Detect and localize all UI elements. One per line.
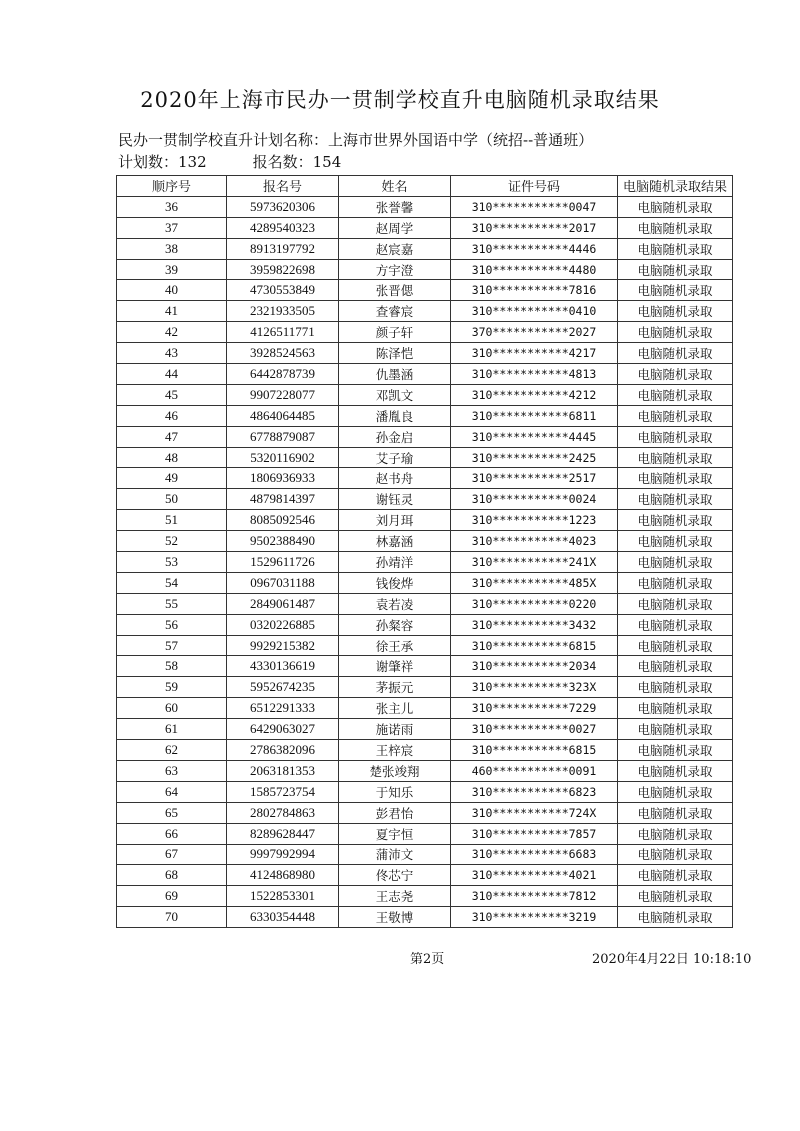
cell-name: 张主儿	[339, 698, 451, 719]
cell-name: 彭君怡	[339, 802, 451, 823]
cell-name: 楚张竣翔	[339, 760, 451, 781]
cell-reg-no: 9997992994	[227, 844, 339, 865]
cell-reg-no: 1585723754	[227, 781, 339, 802]
table-row	[117, 593, 733, 614]
results-table	[116, 175, 733, 928]
cell-name: 孙粲容	[339, 614, 451, 635]
cell-id-no: 310***********323X	[451, 677, 618, 698]
cell-reg-no: 2063181353	[227, 760, 339, 781]
cell-id-no: 310***********6815	[451, 635, 618, 656]
table-row	[117, 572, 733, 593]
counts-line	[118, 151, 341, 172]
cell-reg-no: 4289540323	[227, 217, 339, 238]
table-row	[117, 614, 733, 635]
cell-name: 赵书舟	[339, 468, 451, 489]
cell-id-no: 310***********7816	[451, 280, 618, 301]
cell-reg-no: 0967031188	[227, 572, 339, 593]
page-number: 第2页	[410, 952, 445, 967]
cell-name: 张晋偲	[339, 280, 451, 301]
table-row	[117, 196, 733, 217]
cell-id-no: 310***********4446	[451, 238, 618, 259]
cell-name: 王梓宸	[339, 740, 451, 761]
cell-reg-no: 8289628447	[227, 823, 339, 844]
cell-seq: 65	[117, 802, 227, 823]
page-title: 2020年上海市民办一贯制学校直升电脑随机录取结果	[140, 88, 660, 112]
cell-seq: 60	[117, 698, 227, 719]
cell-reg-no: 4864064485	[227, 405, 339, 426]
cell-reg-no: 5320116902	[227, 447, 339, 468]
cell-id-no: 460***********0091	[451, 760, 618, 781]
cell-id-no: 310***********3219	[451, 907, 618, 928]
cell-result: 电脑随机录取	[618, 259, 733, 280]
cell-name: 艾子瑜	[339, 447, 451, 468]
cell-reg-no: 5952674235	[227, 677, 339, 698]
cell-id-no: 310***********4445	[451, 426, 618, 447]
cell-result: 电脑随机录取	[618, 635, 733, 656]
cell-id-no: 310***********7857	[451, 823, 618, 844]
cell-seq: 45	[117, 384, 227, 405]
table-row	[117, 719, 733, 740]
cell-result: 电脑随机录取	[618, 656, 733, 677]
cell-name: 孙靖洋	[339, 552, 451, 573]
table-row	[117, 760, 733, 781]
cell-seq: 42	[117, 322, 227, 343]
table-row	[117, 823, 733, 844]
cell-result: 电脑随机录取	[618, 823, 733, 844]
cell-name: 颜子轩	[339, 322, 451, 343]
cell-reg-no: 2849061487	[227, 593, 339, 614]
cell-result: 电脑随机录取	[618, 510, 733, 531]
cell-reg-no: 6442878739	[227, 364, 339, 385]
cell-reg-no: 9929215382	[227, 635, 339, 656]
cell-seq: 66	[117, 823, 227, 844]
cell-result: 电脑随机录取	[618, 384, 733, 405]
cell-name: 仇墨涵	[339, 364, 451, 385]
cell-result: 电脑随机录取	[618, 322, 733, 343]
cell-name: 钱俊烨	[339, 572, 451, 593]
cell-result: 电脑随机录取	[618, 426, 733, 447]
table-row	[117, 677, 733, 698]
cell-id-no: 310***********1223	[451, 510, 618, 531]
cell-seq: 57	[117, 635, 227, 656]
table-row	[117, 322, 733, 343]
cell-result: 电脑随机录取	[618, 405, 733, 426]
cell-name: 陈泽恺	[339, 343, 451, 364]
table-row	[117, 384, 733, 405]
cell-reg-no: 9907228077	[227, 384, 339, 405]
table-row	[117, 698, 733, 719]
plan-name: 民办一贯制学校直升计划名称：上海市世界外国语中学（统招--普通班）	[118, 131, 594, 149]
cell-seq: 40	[117, 280, 227, 301]
table-row	[117, 907, 733, 928]
cell-name: 施诺雨	[339, 719, 451, 740]
cell-name: 查睿宸	[339, 301, 451, 322]
table-row	[117, 343, 733, 364]
cell-result: 电脑随机录取	[618, 217, 733, 238]
cell-name: 王志尧	[339, 886, 451, 907]
cell-name: 夏宇恒	[339, 823, 451, 844]
cell-id-no: 310***********0220	[451, 593, 618, 614]
cell-reg-no: 1529611726	[227, 552, 339, 573]
cell-name: 刘月珥	[339, 510, 451, 531]
cell-seq: 62	[117, 740, 227, 761]
cell-result: 电脑随机录取	[618, 489, 733, 510]
cell-reg-no: 9502388490	[227, 531, 339, 552]
cell-name: 赵周学	[339, 217, 451, 238]
cell-name: 于知乐	[339, 781, 451, 802]
cell-result: 电脑随机录取	[618, 343, 733, 364]
table-row	[117, 238, 733, 259]
cell-reg-no: 2802784863	[227, 802, 339, 823]
cell-name: 徐王承	[339, 635, 451, 656]
cell-id-no: 310***********0027	[451, 719, 618, 740]
cell-seq: 51	[117, 510, 227, 531]
cell-id-no: 310***********2017	[451, 217, 618, 238]
cell-seq: 49	[117, 468, 227, 489]
cell-seq: 63	[117, 760, 227, 781]
cell-id-no: 310***********6683	[451, 844, 618, 865]
cell-reg-no: 1806936933	[227, 468, 339, 489]
cell-name: 赵宸嘉	[339, 238, 451, 259]
cell-name: 茅振元	[339, 677, 451, 698]
cell-id-no: 310***********0024	[451, 489, 618, 510]
cell-name: 方宇澄	[339, 259, 451, 280]
cell-reg-no: 1522853301	[227, 886, 339, 907]
cell-reg-no: 6512291333	[227, 698, 339, 719]
cell-seq: 37	[117, 217, 227, 238]
plan-count: 计划数：132	[118, 153, 207, 171]
cell-reg-no: 8085092546	[227, 510, 339, 531]
cell-result: 电脑随机录取	[618, 552, 733, 573]
table-row	[117, 280, 733, 301]
cell-id-no: 310***********241X	[451, 552, 618, 573]
cell-result: 电脑随机录取	[618, 760, 733, 781]
table-row	[117, 301, 733, 322]
cell-reg-no: 2786382096	[227, 740, 339, 761]
header-name: 姓名	[339, 176, 451, 197]
cell-seq: 44	[117, 364, 227, 385]
table-row	[117, 635, 733, 656]
cell-result: 电脑随机录取	[618, 907, 733, 928]
cell-seq: 70	[117, 907, 227, 928]
cell-seq: 47	[117, 426, 227, 447]
cell-result: 电脑随机录取	[618, 740, 733, 761]
cell-result: 电脑随机录取	[618, 238, 733, 259]
header-id-no: 证件号码	[451, 176, 618, 197]
cell-reg-no: 6778879087	[227, 426, 339, 447]
cell-result: 电脑随机录取	[618, 196, 733, 217]
cell-result: 电脑随机录取	[618, 593, 733, 614]
cell-name: 佟芯宁	[339, 865, 451, 886]
cell-result: 电脑随机录取	[618, 468, 733, 489]
cell-result: 电脑随机录取	[618, 447, 733, 468]
table-row	[117, 802, 733, 823]
cell-reg-no: 5973620306	[227, 196, 339, 217]
table-row	[117, 531, 733, 552]
header-seq: 顺序号	[117, 176, 227, 197]
table-row	[117, 217, 733, 238]
table-row	[117, 844, 733, 865]
cell-reg-no: 3928524563	[227, 343, 339, 364]
cell-id-no: 310***********6811	[451, 405, 618, 426]
cell-name: 孙金启	[339, 426, 451, 447]
cell-id-no: 310***********2034	[451, 656, 618, 677]
cell-reg-no: 4126511771	[227, 322, 339, 343]
cell-seq: 39	[117, 259, 227, 280]
cell-result: 电脑随机录取	[618, 698, 733, 719]
cell-seq: 54	[117, 572, 227, 593]
table-row	[117, 447, 733, 468]
table-row	[117, 740, 733, 761]
cell-name: 潘胤良	[339, 405, 451, 426]
cell-result: 电脑随机录取	[618, 301, 733, 322]
cell-reg-no: 4330136619	[227, 656, 339, 677]
table-row	[117, 405, 733, 426]
cell-id-no: 370***********2027	[451, 322, 618, 343]
table-header-row	[117, 176, 733, 197]
cell-seq: 53	[117, 552, 227, 573]
cell-id-no: 310***********4021	[451, 865, 618, 886]
cell-name: 谢肇祥	[339, 656, 451, 677]
table-row	[117, 364, 733, 385]
cell-reg-no: 8913197792	[227, 238, 339, 259]
cell-result: 电脑随机录取	[618, 364, 733, 385]
cell-id-no: 310***********4212	[451, 384, 618, 405]
cell-seq: 67	[117, 844, 227, 865]
cell-id-no: 310***********4480	[451, 259, 618, 280]
cell-name: 邓凯文	[339, 384, 451, 405]
cell-id-no: 310***********2425	[451, 447, 618, 468]
cell-seq: 46	[117, 405, 227, 426]
cell-reg-no: 4730553849	[227, 280, 339, 301]
cell-result: 电脑随机录取	[618, 677, 733, 698]
cell-id-no: 310***********0047	[451, 196, 618, 217]
cell-seq: 43	[117, 343, 227, 364]
table-row	[117, 426, 733, 447]
cell-id-no: 310***********6815	[451, 740, 618, 761]
cell-reg-no: 3959822698	[227, 259, 339, 280]
cell-id-no: 310***********4217	[451, 343, 618, 364]
cell-id-no: 310***********7812	[451, 886, 618, 907]
cell-reg-no: 6429063027	[227, 719, 339, 740]
table-row	[117, 656, 733, 677]
cell-seq: 50	[117, 489, 227, 510]
print-timestamp: 2020年4月22日 10:18:10	[592, 952, 752, 967]
cell-name: 林嘉涵	[339, 531, 451, 552]
table-row	[117, 510, 733, 531]
cell-seq: 58	[117, 656, 227, 677]
cell-result: 电脑随机录取	[618, 614, 733, 635]
cell-id-no: 310***********0410	[451, 301, 618, 322]
cell-reg-no: 4879814397	[227, 489, 339, 510]
table-row	[117, 552, 733, 573]
cell-seq: 38	[117, 238, 227, 259]
cell-id-no: 310***********3432	[451, 614, 618, 635]
cell-seq: 64	[117, 781, 227, 802]
cell-name: 蒲沛文	[339, 844, 451, 865]
cell-result: 电脑随机录取	[618, 802, 733, 823]
cell-result: 电脑随机录取	[618, 865, 733, 886]
cell-result: 电脑随机录取	[618, 886, 733, 907]
cell-seq: 52	[117, 531, 227, 552]
cell-reg-no: 6330354448	[227, 907, 339, 928]
cell-reg-no: 0320226885	[227, 614, 339, 635]
cell-result: 电脑随机录取	[618, 531, 733, 552]
table-row	[117, 886, 733, 907]
cell-reg-no: 4124868980	[227, 865, 339, 886]
cell-name: 张誉馨	[339, 196, 451, 217]
cell-result: 电脑随机录取	[618, 572, 733, 593]
cell-id-no: 310***********7229	[451, 698, 618, 719]
cell-seq: 55	[117, 593, 227, 614]
cell-seq: 48	[117, 447, 227, 468]
cell-id-no: 310***********2517	[451, 468, 618, 489]
table-row	[117, 781, 733, 802]
cell-name: 袁若凌	[339, 593, 451, 614]
cell-id-no: 310***********4813	[451, 364, 618, 385]
cell-id-no: 310***********724X	[451, 802, 618, 823]
table-row	[117, 468, 733, 489]
cell-name: 王敬博	[339, 907, 451, 928]
cell-id-no: 310***********4023	[451, 531, 618, 552]
cell-seq: 36	[117, 196, 227, 217]
cell-id-no: 310***********485X	[451, 572, 618, 593]
cell-result: 电脑随机录取	[618, 719, 733, 740]
header-result: 电脑随机录取结果	[618, 176, 733, 197]
table-row	[117, 259, 733, 280]
header-reg-no: 报名号	[227, 176, 339, 197]
cell-reg-no: 2321933505	[227, 301, 339, 322]
cell-name: 谢钰灵	[339, 489, 451, 510]
cell-seq: 41	[117, 301, 227, 322]
table-row	[117, 489, 733, 510]
cell-result: 电脑随机录取	[618, 781, 733, 802]
signup-count: 报名数：154	[252, 153, 342, 171]
cell-result: 电脑随机录取	[618, 280, 733, 301]
cell-seq: 68	[117, 865, 227, 886]
cell-seq: 69	[117, 886, 227, 907]
cell-seq: 56	[117, 614, 227, 635]
cell-seq: 59	[117, 677, 227, 698]
cell-seq: 61	[117, 719, 227, 740]
cell-id-no: 310***********6823	[451, 781, 618, 802]
cell-result: 电脑随机录取	[618, 844, 733, 865]
table-row	[117, 865, 733, 886]
